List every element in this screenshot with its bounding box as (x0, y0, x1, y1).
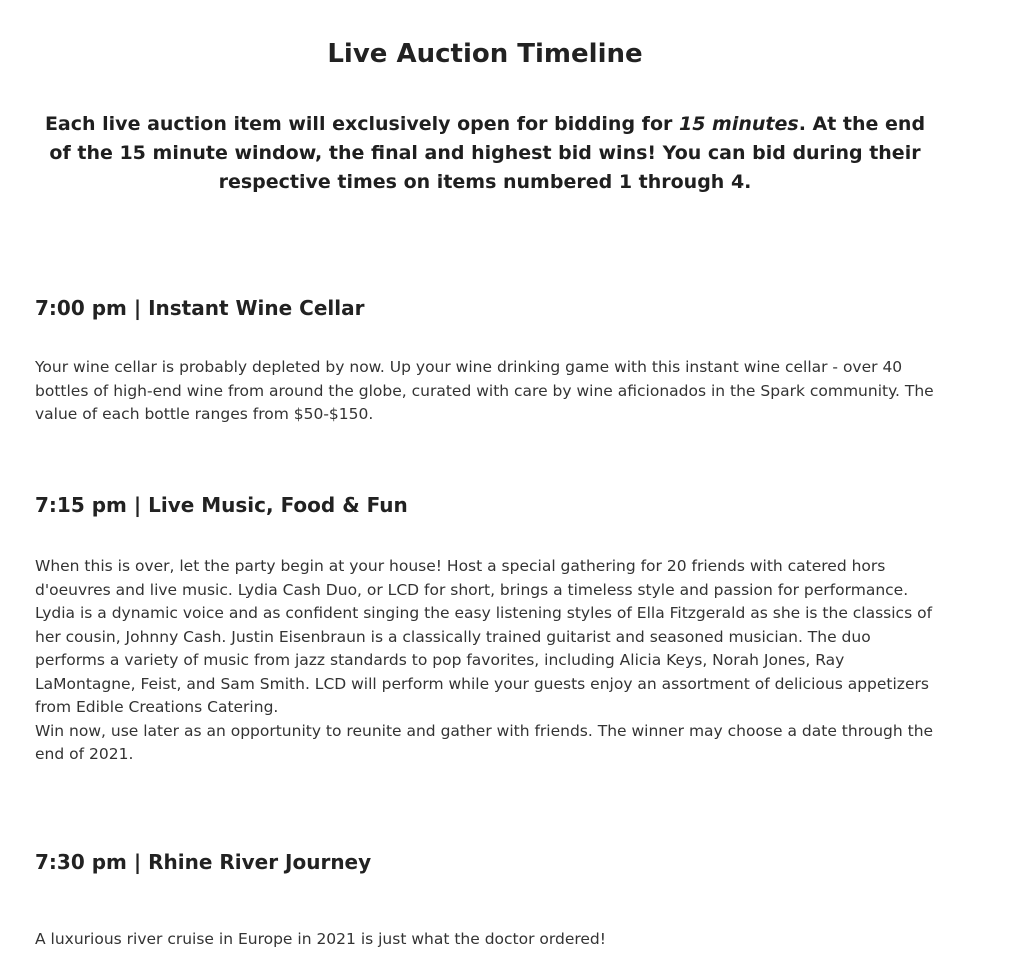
intro-text-start: Each live auction item will exclusively open for bidding for (44, 113, 679, 135)
page-title: Live Auction Timeline (327, 39, 643, 69)
item-heading: 7:00 pm | Instant Wine Cellar (35, 296, 365, 320)
intro-text-end: . At the end of the 15 minute window, the final and highest bid wins! You can bid during their respective times on items numbered 1 through 4. (49, 113, 926, 193)
item-description-text: Your wine cellar is probably depleted by now. Up your wine drinking game with this instant wine cellar - over 40 bottles of high-end wine from around the globe, curated with care by wine aficionados in the Spark community. The value of each bottle ranges from $50-$150. (35, 358, 934, 423)
item-description-text: When this is over, let the party begin at your house! Host a special gathering for 20 friends with catered hors d'oeuvres and live music. Lydia Cash Duo, or LCD for short, brings a timeless style and passion for performance. Lydia is a dynamic voice and as confident singing the easy listening styles of Ella Fitzgerald as she is the classics of her cousin, Johnny Cash. Justin Eisenbraun is a classically trained guitarist and seasoned musician. The duo performs a variety of music from jazz standards to pop favorites, including Alicia Keys, Norah Jones, Ray LaMontagne, Feist, and Sam Smith. LCD will perform while your guests enjoy an assortment of delicious appetizers from Edible Creations Catering. (35, 557, 933, 716)
auction-intro (35, 110, 935, 197)
item-description-text: A luxurious river cruise in Europe in 2021 is just what the doctor ordered! (35, 930, 606, 948)
item-description (35, 928, 945, 952)
item-description (35, 555, 945, 767)
item-heading: 7:15 pm | Live Music, Food & Fun (35, 493, 408, 517)
item-description (35, 356, 945, 427)
intro-emphasis: 15 minutes (678, 113, 799, 135)
item-heading: 7:30 pm | Rhine River Journey (35, 850, 372, 874)
item-description-text: Win now, use later as an opportunity to reunite and gather with friends. The winner may choose a date through the end of 2021. (35, 721, 934, 763)
